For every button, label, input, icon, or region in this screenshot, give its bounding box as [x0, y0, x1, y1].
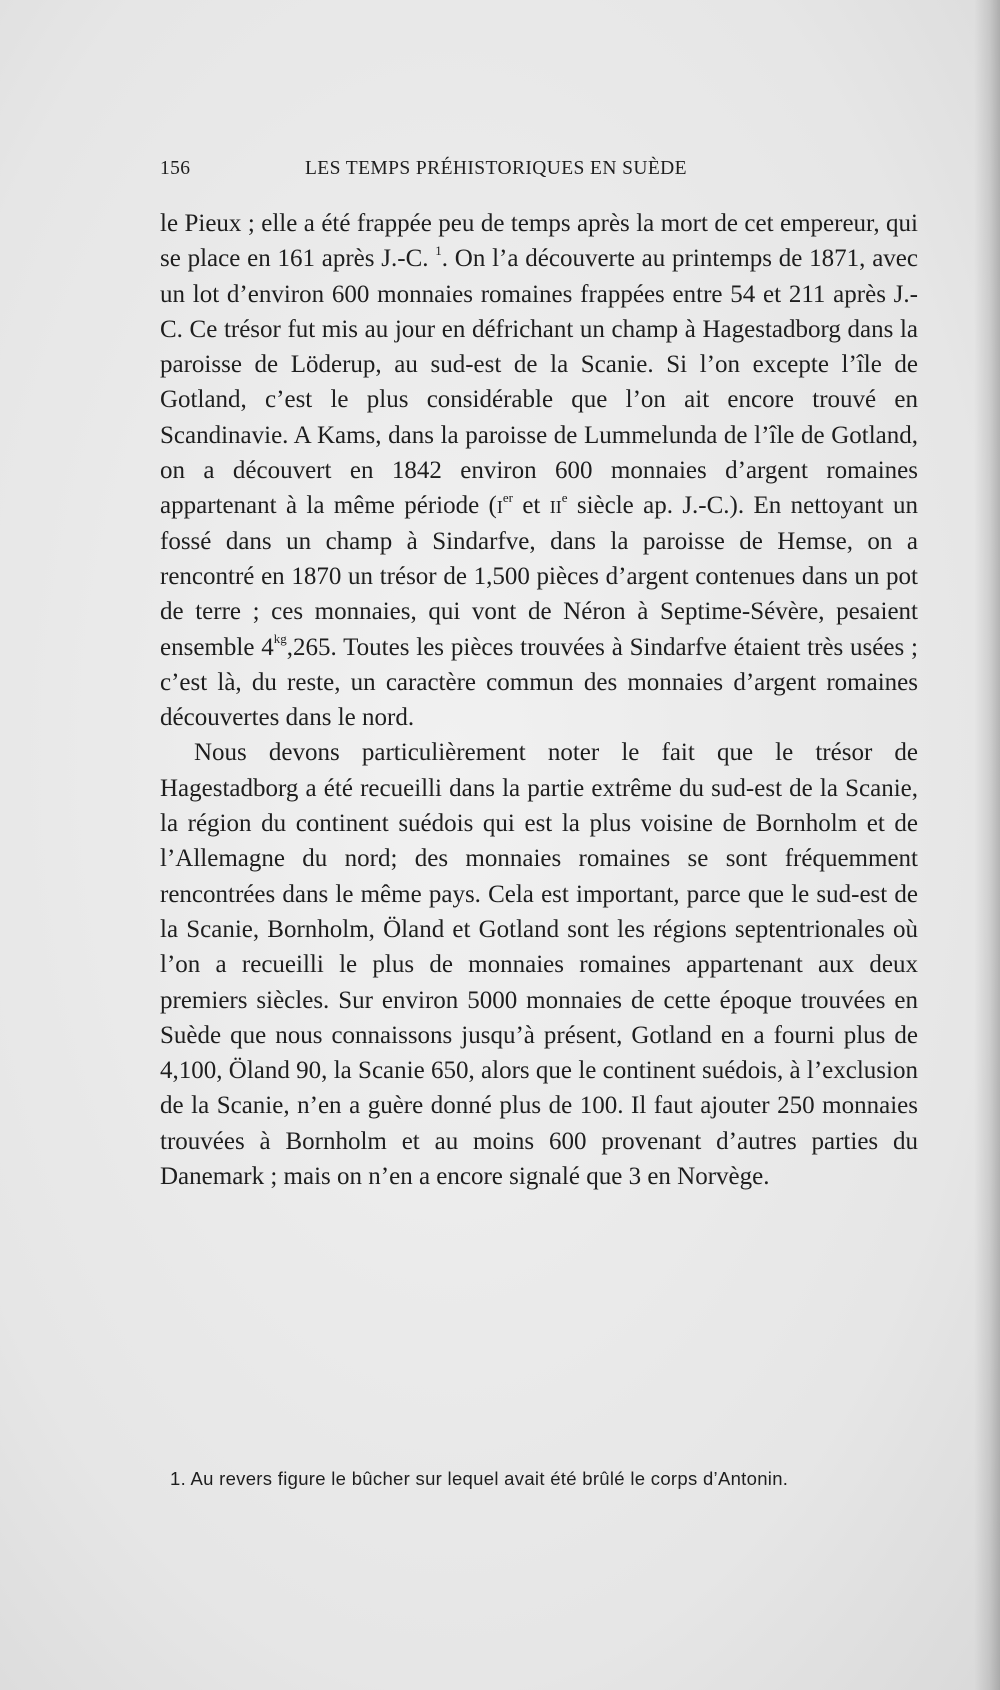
running-header [160, 158, 920, 180]
text-run: . On l’a découverte au printemps de 1871, avec un lot d’environ 600 monnaies romaines frappées entre 54 et 211 après J.-C. Ce trésor fut mis au jour en défrichant un champ à Hagestadborg dans la paroisse de Löderup, au sud-est de la Scanie. Si l’on excepte l’île de Gotland, c’est le plus considérable que l’on ait encore trouvé en Scandinavie. A Kams, dans la paroisse de Lummelunda de l’île de Gotland, on a découvert en 1842 environ 600 monnaies d’argent romaines appartenant à la même période ( [160, 245, 918, 520]
roman-numeral: ii [549, 492, 562, 520]
paragraph-2: Nous devons particulièrement noter le fait que le trésor de Hagestadborg a été recueilli dans la partie extrême du sud-est de la Scanie, la région du continent suédois qui est la plus voisine de Bornholm et de l’Allemagne du nord; des monnaies romaines se sont fréquemment rencontrées dans le même pays. Cela est important, parce que le sud-est de la Scanie, Bornholm, Öland et Gotland sont les régions septentrionales où l’on a recueilli le plus de monnaies romaines appartenant aux deux premiers siècles. Sur environ 5000 monnaies de cette époque trouvées en Suède que nous connaissons jusqu’à présent, Gotland en a fourni plus de 4,100, Öland 90, la Scanie 650, alors que le continent suédois, à l’exclusion de la Scanie, n’en a guère donné plus de 100. Il faut ajouter 250 monnaies trouvées à Bornholm et au moins 600 provenant d’autres parties du Danemark ; mais on n’en a encore signalé que 3 en Norvège. [160, 739, 918, 1191]
paragraph-1 [160, 206, 918, 735]
text-run: ,265. Toutes les pièces trouvées à Sindarfve étaient très usées ; c’est là, du reste, un caractère commun des monnaies d’argent romaines découvertes dans le nord. [160, 633, 918, 732]
superscript: er [502, 490, 513, 506]
body-text [160, 206, 918, 1194]
text-run: et [512, 492, 550, 520]
footnote-reference: 1 [435, 242, 442, 258]
footnote-text: Au revers figure le bûcher sur lequel avait été brûlé le corps d’Antonin. [190, 1468, 789, 1489]
footnote-number: 1. [170, 1468, 187, 1489]
text-run: le Pieux ; elle a été frappée peu de temps après la mort de cet empereur, qui se place en 161 après J.-C. [160, 210, 918, 273]
footnote [160, 1466, 918, 1491]
page-number: 156 [160, 158, 191, 179]
superscript: e [561, 490, 568, 506]
running-title: LES TEMPS PRÉHISTORIQUES EN SUÈDE [305, 158, 687, 179]
superscript: kg [273, 631, 287, 647]
roman-numeral: i [496, 492, 503, 520]
page-edge-shadow [974, 0, 1000, 1690]
text-run: siècle ap. J.-C.). En nettoyant un fossé dans un champ à Sindarfve, dans la paroisse de Hemse, on a rencontré en 1870 un trésor de 1,500 pièces d’argent contenues dans un pot de terre ; ces monnaies, qui vont de Néron à Septime-Sévère, pesaient ensemble 4 [160, 492, 918, 661]
